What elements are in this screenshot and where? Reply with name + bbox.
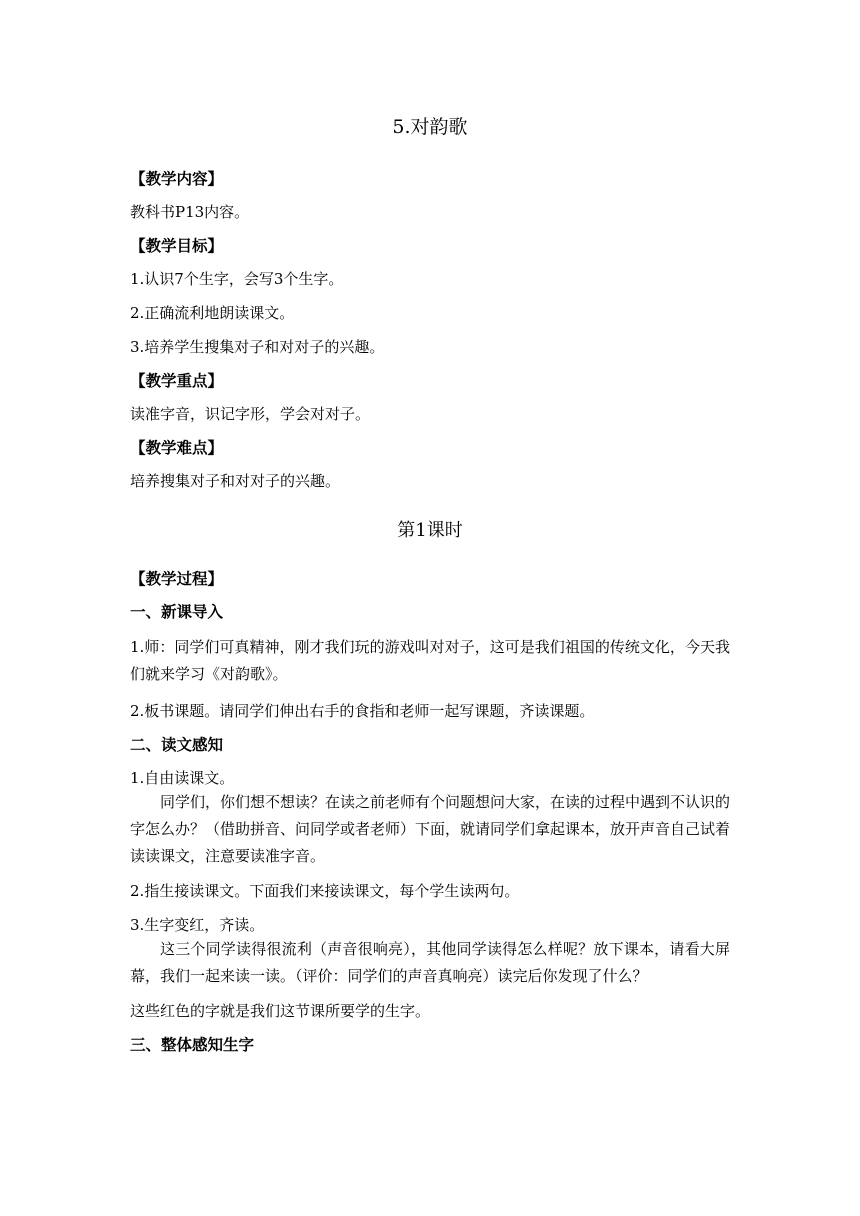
difficulties-text: 培养搜集对子和对对子的兴趣。 <box>130 472 341 490</box>
goal-item: 2.正确流利地朗读课文。 <box>130 304 295 322</box>
key-points-text: 读准字音，识记字形，学会对对子。 <box>130 405 371 423</box>
reading-step-body: 同学们，你们想不想读？在读之前老师有个问题想问大家，在读的过程中遇到不认识的字怎么办？（借助拼音、问同学或者老师）下面，就请同学们拿起课本，放开声音自己试着读读课文，注意要读准字音。 <box>130 793 731 865</box>
heading-teaching-difficulties: 【教学难点】 <box>130 439 224 457</box>
reading-step: 3.生字变红，齐读。 <box>130 916 265 934</box>
section-heading-intro: 一、新课导入 <box>130 603 224 621</box>
goal-item: 1.认识7个生字，会写3个生字。 <box>130 270 344 288</box>
section-heading-characters: 三、整体感知生字 <box>130 1036 255 1054</box>
document-title: 5.对韵歌 <box>392 116 468 138</box>
goal-item: 3.培养学生搜集对子和对对子的兴趣。 <box>130 338 385 356</box>
heading-teaching-process: 【教学过程】 <box>130 570 224 588</box>
lesson-title: 第1课时 <box>397 520 463 541</box>
heading-teaching-content: 【教学内容】 <box>130 170 224 188</box>
section-heading-reading: 二、读文感知 <box>130 736 224 754</box>
heading-teaching-key-points: 【教学重点】 <box>130 372 224 390</box>
intro-paragraph: 1.师：同学们可真精神，刚才我们玩的游戏叫对对子，这可是我们祖国的传统文化，今天我们就来学习《对韵歌》。 <box>130 638 730 683</box>
reading-conclusion: 这些红色的字就是我们这节课所要学的生字。 <box>130 1002 431 1020</box>
heading-teaching-goals: 【教学目标】 <box>130 237 224 255</box>
intro-paragraph: 2.板书课题。请同学们伸出右手的食指和老师一起写课题，齐读课题。 <box>130 702 595 720</box>
reading-step: 1.自由读课文。 <box>130 769 235 787</box>
reading-step: 2.指生接读课文。下面我们来接读课文，每个学生读两句。 <box>130 882 520 900</box>
reading-step-body: 这三个同学读得很流利（声音很响亮），其他同学读得怎么样呢？放下课本，请看大屏幕，我们一起来读一读。（评价：同学们的声音真响亮）读完后你发现了什么？ <box>130 940 730 985</box>
teaching-content-text: 教科书P13内容。 <box>130 203 250 221</box>
